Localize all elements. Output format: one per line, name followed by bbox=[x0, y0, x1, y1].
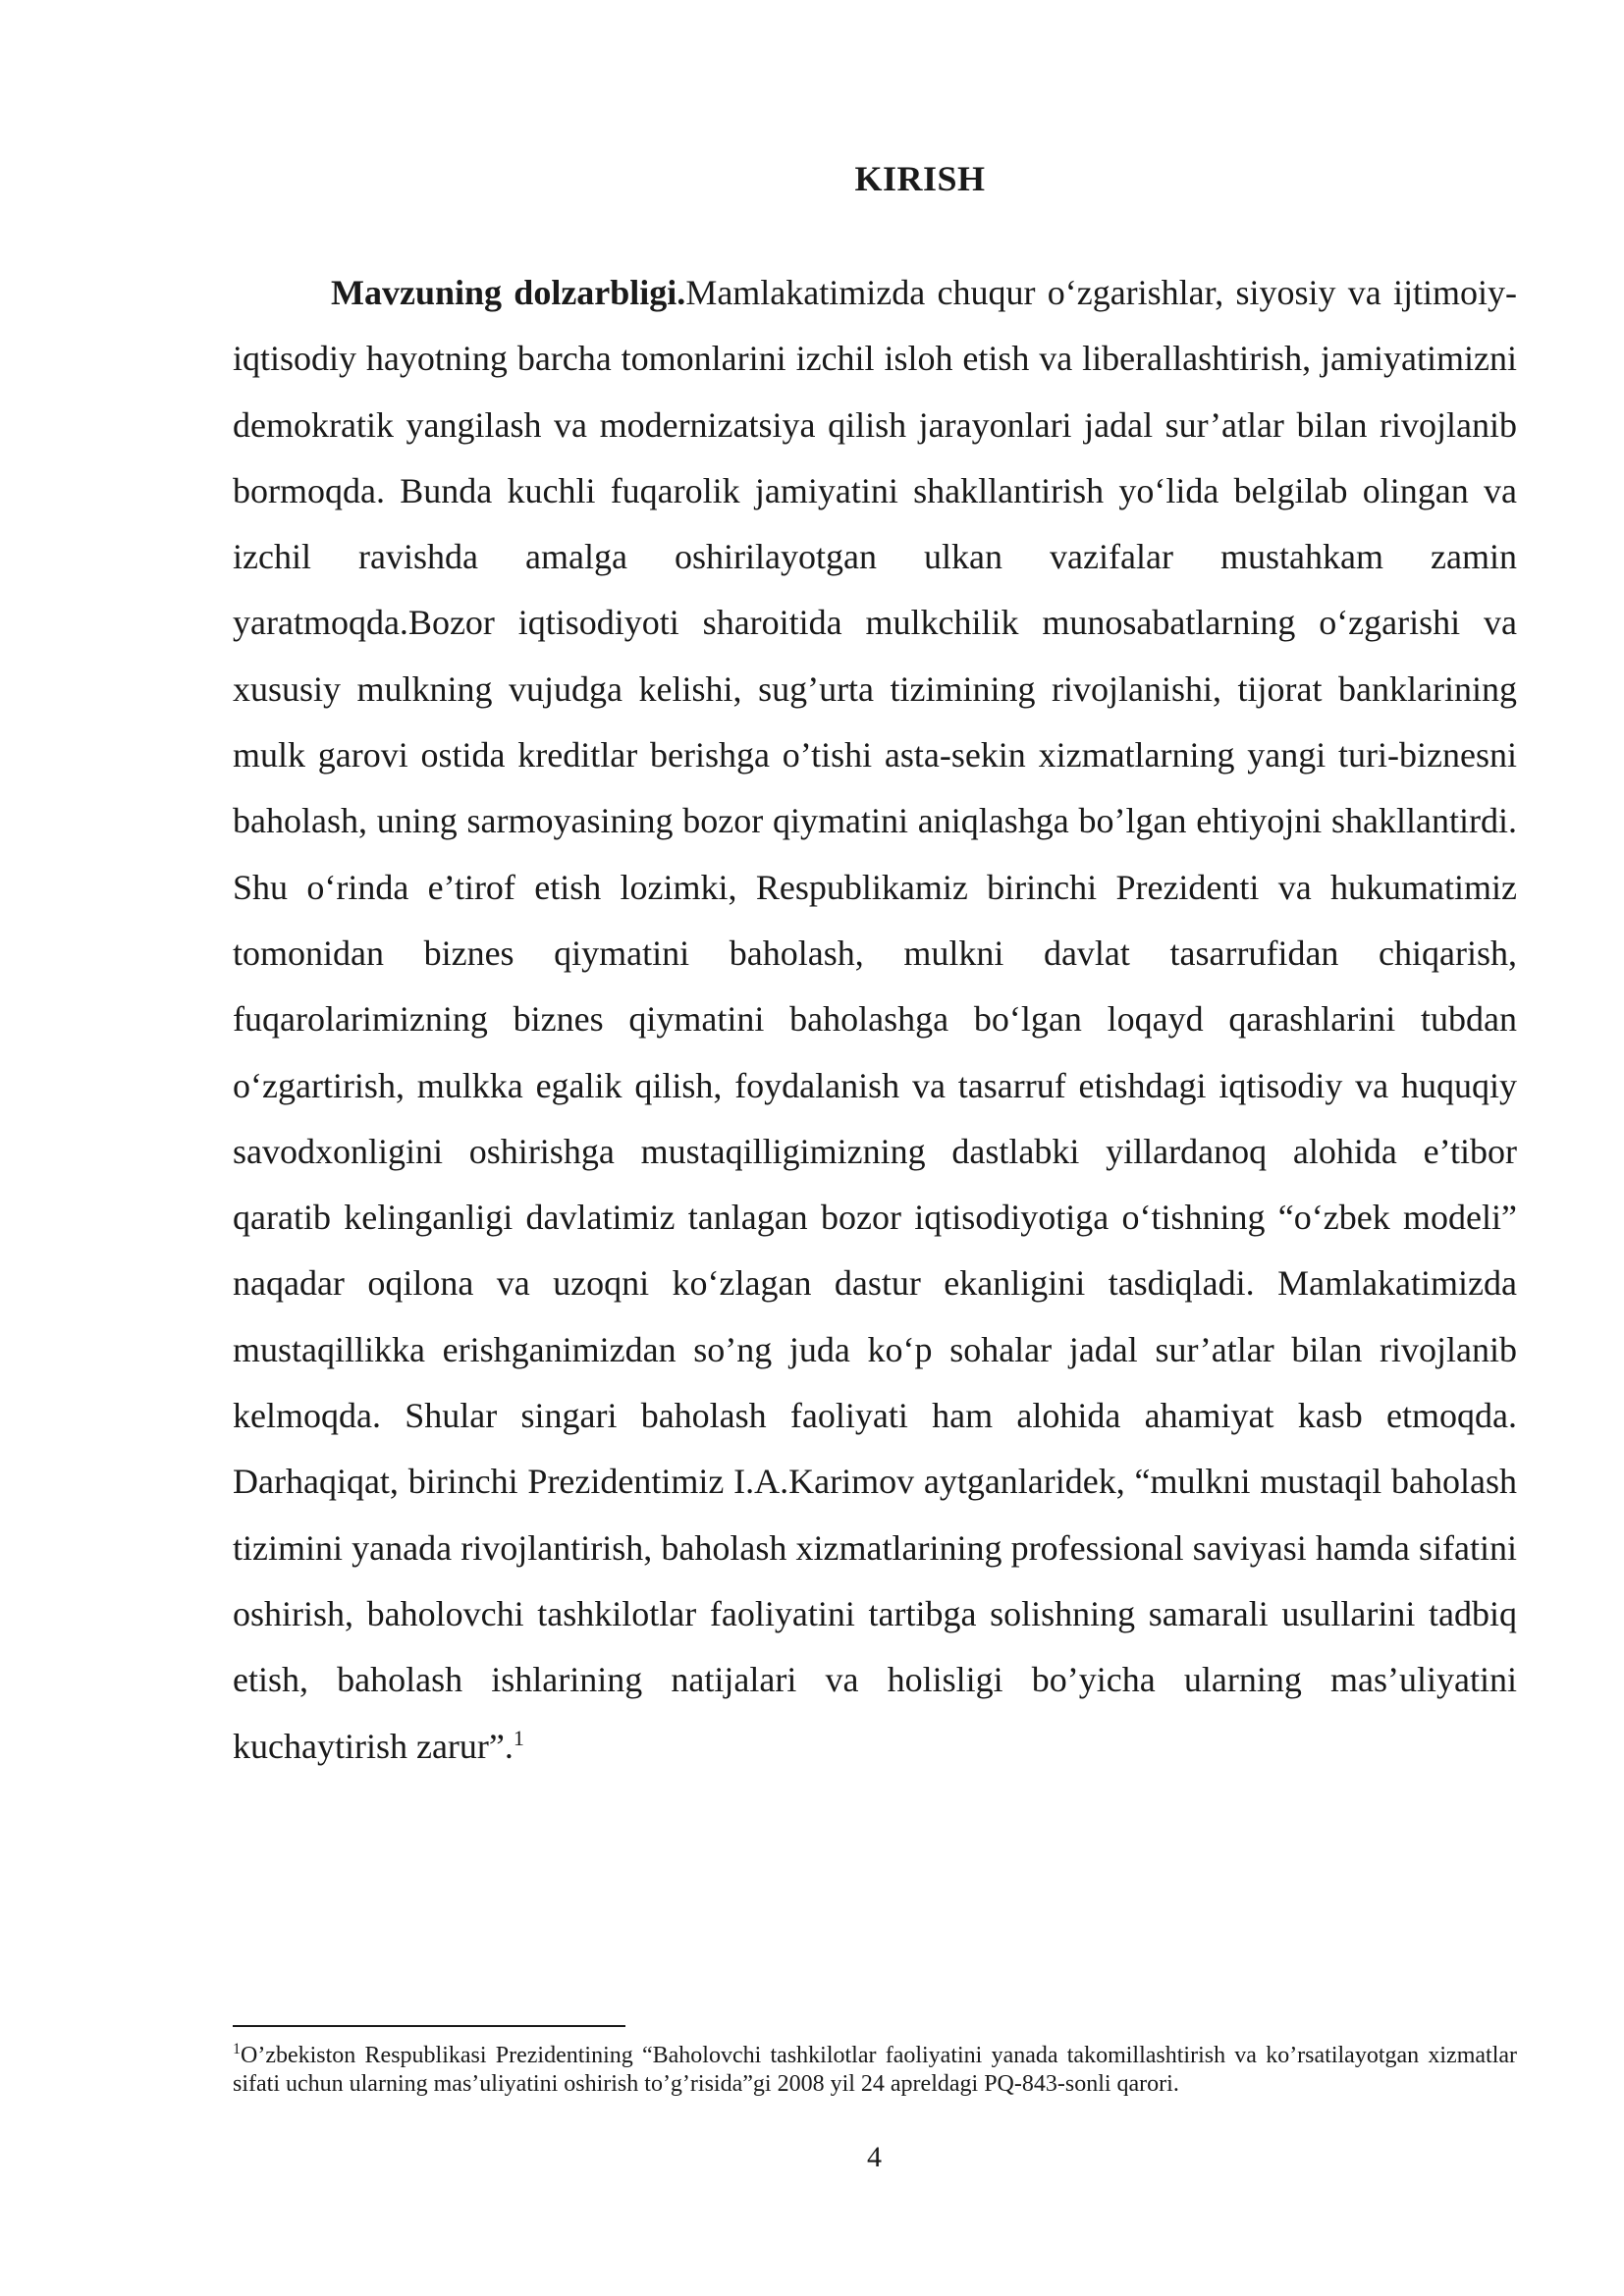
footnote-separator bbox=[233, 2025, 625, 2027]
body-paragraph bbox=[233, 260, 1517, 1780]
footnote-number: 1 bbox=[233, 2041, 241, 2057]
footnote bbox=[233, 2042, 1517, 2099]
page-number: 4 bbox=[867, 2141, 882, 2173]
paragraph-body: Mamlakatimizda chuqur o‘zgarishlar, siyosiy va ijtimoiy-iqtisodiy hayotning barcha tomonlarini izchil isloh etish va liberallashtirish, jamiyatimizni demokratik yangilash va modernizatsiya qilish jarayonlari jadal sur’atlar bilan rivojlanib bormoqda. Bunda kuchli fuqarolik jamiyatini shakllantirish yo‘lida belgilab olingan va izchil ravishda amalga oshirilayotgan ulkan vazifalar mustahkam zamin yaratmoqda.Bozor iqtisodiyoti sharoitida mulkchilik munosabatlarning o‘zgarishi va xususiy mulkning vujudga kelishi, sug’urta tizimining rivojlanishi, tijorat banklarining mulk garovi ostida kreditlar berishga o’tishi asta-sekin xizmatlarning yangi turi-biznesni baholash, uning sarmoyasining bozor qiymatini aniqlashga bo’lgan ehtiyojni shakllantirdi. Shu o‘rinda e’tirof etish lozimki, Respublikamiz birinchi Prezidenti va hukumatimiz tomonidan biznes qiymatini baholash, mulkni davlat tasarrufidan chiqarish, fuqarolarimizning biznes qiymatini baholashga bo‘lgan loqayd qarashlarini tubdan o‘zgartirish, mulkka egalik qilish, foydalanish va tasarruf etishdagi iqtisodiy va huquqiy savodxonligini oshirishga mustaqilligimizning dastlabki yillardanoq alohida e’tibor qaratib kelinganligi davlatimiz tanlagan bozor iqtisodiyotiga o‘tishning “o‘zbek modeli” naqadar oqilona va uzoqni ko‘zlagan dastur ekanligini tasdiqladi. Mamlakatimizda mustaqillikka erishganimizdan so’ng juda ko‘p sohalar jadal sur’atlar bilan rivojlanib kelmoqda. Shular singari baholash faoliyati ham alohida ahamiyat kasb etmoqda. Darhaqiqat, birinchi Prezidentimiz I.A.Karimov aytganlaridek, “mulkni mustaqil baholash tizimini yanada rivojlantirish, baholash xizmatlarining professional saviyasi hamda sifatini oshirish, baholovchi tashkilotlar faoliyatini tartibga solishning samarali usullarini tadbiq etish, baholash ishlarining natijalari va holisligi bo’yicha ularning mas’uliyatini kuchaytirish zarur”. bbox=[233, 273, 1518, 1766]
footnote-text: O’zbekiston Respublikasi Prezidentining “Baholovchi tashkilotlar faoliyatini yanada takomillashtirish va ko’rsatilayotgan xizmatlar sifati uchun ularning mas’uliyatini oshirish to’g’risida”gi 2008 yil 24 apreldagi PQ-843-sonli qarori. bbox=[233, 2043, 1517, 2097]
section-heading: KIRISH bbox=[854, 159, 986, 198]
paragraph-lead: Mavzuning dolzarbligi. bbox=[331, 273, 686, 312]
footnote-reference[interactable]: 1 bbox=[513, 1725, 524, 1750]
